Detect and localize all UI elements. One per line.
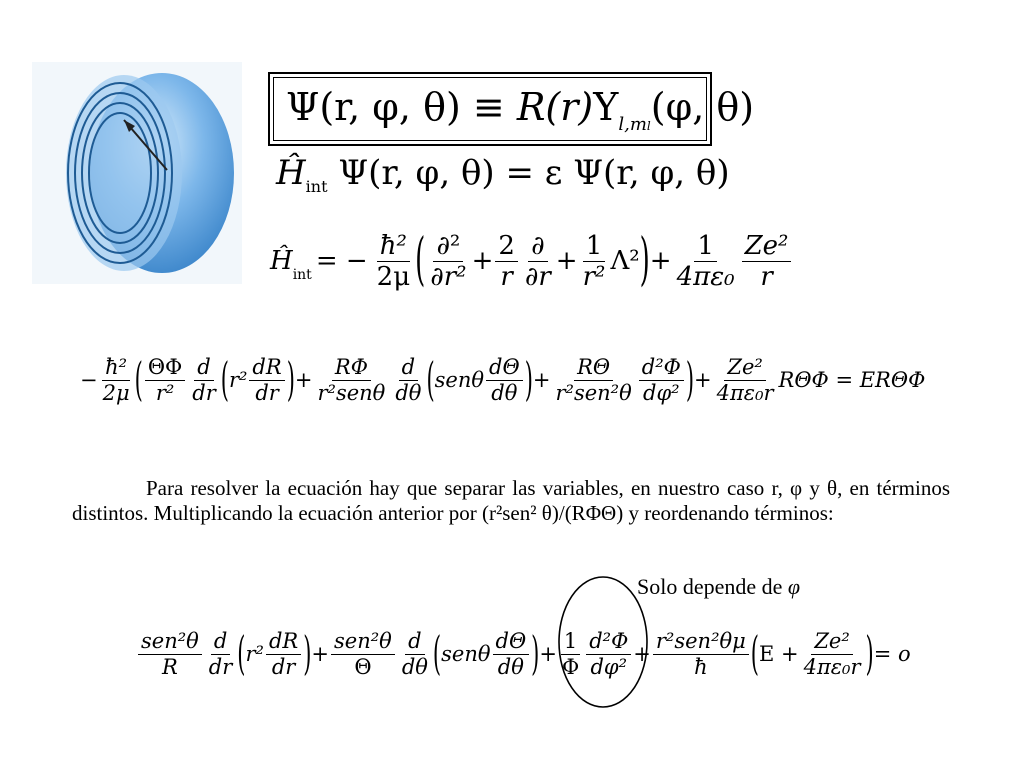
sep-dphi2: dφ² [643,380,680,405]
sep-r-squared: r² [155,380,175,405]
sep-sen-theta: senθ [434,367,485,392]
sep-dTheta: dΘ [486,357,523,381]
fin-dtheta-2: dθ [497,654,524,679]
explanation-paragraph [72,476,950,526]
final-equation: $\frac{\text{sen²θ}}{R}$ $\frac{d}{dr}$ ( r² $\frac{dR}{dr}$ ) + $\frac{\text{sen²θ}}{\Theta}$ $\frac{d}{d\theta}$ ( senθ $\frac{d\Theta}{d\theta}$ ) + $\frac{1}{\Phi}$ $\frac{\text{d²Φ}}{\text{dφ²}}$ + $\frac{\text{r²sen²θμ}}{ħ}$ ( E + $\frac{\text{Ze²}}{\text{4πε₀r}}$ ) = o [136,604,911,704]
Ze-squared: Ze² [742,233,792,262]
sep-two-mu: 2μ [102,380,130,405]
angular-args: (φ, θ) [650,85,755,129]
fin-equals-o: = o [873,641,911,666]
sep-d: d [194,357,213,381]
fin-sen-theta: senθ [441,641,491,666]
partial-r-squared: ∂r² [430,261,467,292]
hamiltonian-subscript-2: int [292,267,312,283]
radial-part: R(r) [516,85,594,129]
sep-R-theta: RΘ [574,357,613,381]
fin-R: R [161,654,178,679]
schrodinger-body: Ψ(r, φ, θ) = ε Ψ(r, φ, θ) [338,153,730,193]
annotation-label [637,574,800,600]
subscript-l: l [618,114,625,135]
annotation-text: Solo depende de [637,574,783,599]
two-mu: 2μ [376,261,411,292]
one-num-2: 1 [694,233,717,262]
fin-hbar: ħ [694,654,708,679]
sep-r2-sen: r²senθ [317,380,386,405]
fin-one: 1 [561,631,580,655]
r-den-2: r [760,261,773,292]
four-pi-epsilon: 4πε₀ [676,261,735,292]
wavefunction-equation-box: Ψ(r, φ, $\theta) \equiv R(r)Y_{l,ml}(\varphi$, θ) [268,72,712,146]
fin-Phi: Φ [561,654,580,679]
annotation-symbol: φ [787,574,801,599]
fin-r2: r² [245,641,264,666]
hbar-squared: ħ² [377,233,410,262]
sep-dtheta-2: dθ [491,380,518,405]
sep-four-pi-eps-r: 4πε₀r [716,380,774,405]
eq-lhs: Ψ(r, φ, θ) [286,85,461,129]
fin-dphi2: dφ² [590,654,628,679]
fin-Ze2: Ze² [811,631,852,655]
theta-phi: ΘΦ [145,357,185,381]
subscript-m-l: l [646,119,651,133]
fin-d-2: d [405,631,424,655]
partial: ∂ [528,233,547,262]
hamiltonian-subscript: int [305,176,328,196]
fin-E-plus: E + [759,641,799,666]
two-num: 2 [495,233,518,262]
sep-dr: dr [192,380,216,405]
hamiltonian-definition: Ĥ $_{int}$ = − $\frac{\text{ħ²}}{2\mu}$ ( $\frac{\text{∂²}}{\text{∂r²}}$ + $\frac{2}{r}$ $\frac{\partial}{\partial r}$ + $\frac{1}{\text{r²}}$ Λ² ) + $\frac{1}{\text{4πε₀}}$ $\frac{\text{Ze²}}{r}$ [270,218,793,304]
sep-R-phi: RΦ [332,357,371,381]
subscript-m: m [629,114,647,135]
sep-dR: dR [249,357,284,381]
highlight-ellipse [550,572,656,712]
fin-sen2: sen²θ [138,631,202,655]
atom-orbital-illustration [32,62,242,284]
fin-four-pi-eps-r: 4πε₀r [803,654,861,679]
lambda-squared: Λ² [610,246,640,276]
paragraph-text: Para resolver la ecuación hay que separar las variables, en nuestro caso r, φ y θ, en términos distintos. Multiplicando la ecuación anterior por (r²sen² θ)/(RΦΘ) y reordenando términos: [72,476,950,525]
sep-dr-2: dr [255,380,279,405]
sep-hbar-squared: ħ² [102,357,130,381]
sep-Ze2: Ze² [724,357,765,381]
partial-squared: ∂² [433,233,463,262]
fin-dR: dR [266,631,301,655]
r-den: r [500,261,513,292]
schrodinger-equation [276,153,730,196]
sep-r2-inner: r² [228,367,248,392]
sep-tail: RΘΦ = ERΘΦ [778,367,926,392]
fin-d: d [211,631,230,655]
hamiltonian-symbol-2: Ĥ [270,246,293,276]
fin-dr: dr [208,654,233,679]
equals-minus: = − [315,246,368,276]
minus-sign: − [80,367,98,392]
separated-equation: − $\frac{\text{ħ²}}{2\mu}$ ( $\frac{\Theta\Phi}{\text{r²}}$ $\frac{d}{dr}$ ( r² $\frac{dR}{dr}$ ) + $\frac{R\Phi}{\text{r²senθ}}$ $\frac{d}{d\theta}$ ( senθ $\frac{d\Theta}{d\theta}$ ) + $\frac{R\Theta}{\text{r²sen²θ}}$ $\frac{\text{d²Φ}}{\text{dφ²}}$ ) + $\frac{\text{Ze²}}{\text{4πε₀r}}$ RΘΦ = ERΘΦ [80,352,926,406]
fin-r2sen2mu: r²sen²θμ [653,631,749,655]
fin-dr-2: dr [271,654,296,679]
fin-dTheta: dΘ [493,631,530,655]
angular-part: Y [593,85,619,129]
sep-d-2: d [399,357,418,381]
sep-d2-phi: d²Φ [639,357,684,381]
fin-dtheta: dθ [401,654,428,679]
fin-d2Phi: d²Φ [586,631,631,655]
sep-dtheta: dθ [395,380,422,405]
hamiltonian-symbol: Ĥ [276,153,306,193]
fin-sen2-2: sen²θ [331,631,395,655]
one-num: 1 [583,233,606,262]
sep-r2-sen2: r²sen²θ [555,380,632,405]
equiv-symbol: ≡ [472,85,505,129]
fin-Theta: Θ [354,654,372,679]
partial-r: ∂r [524,261,551,292]
r-squared-den: r² [582,261,606,292]
